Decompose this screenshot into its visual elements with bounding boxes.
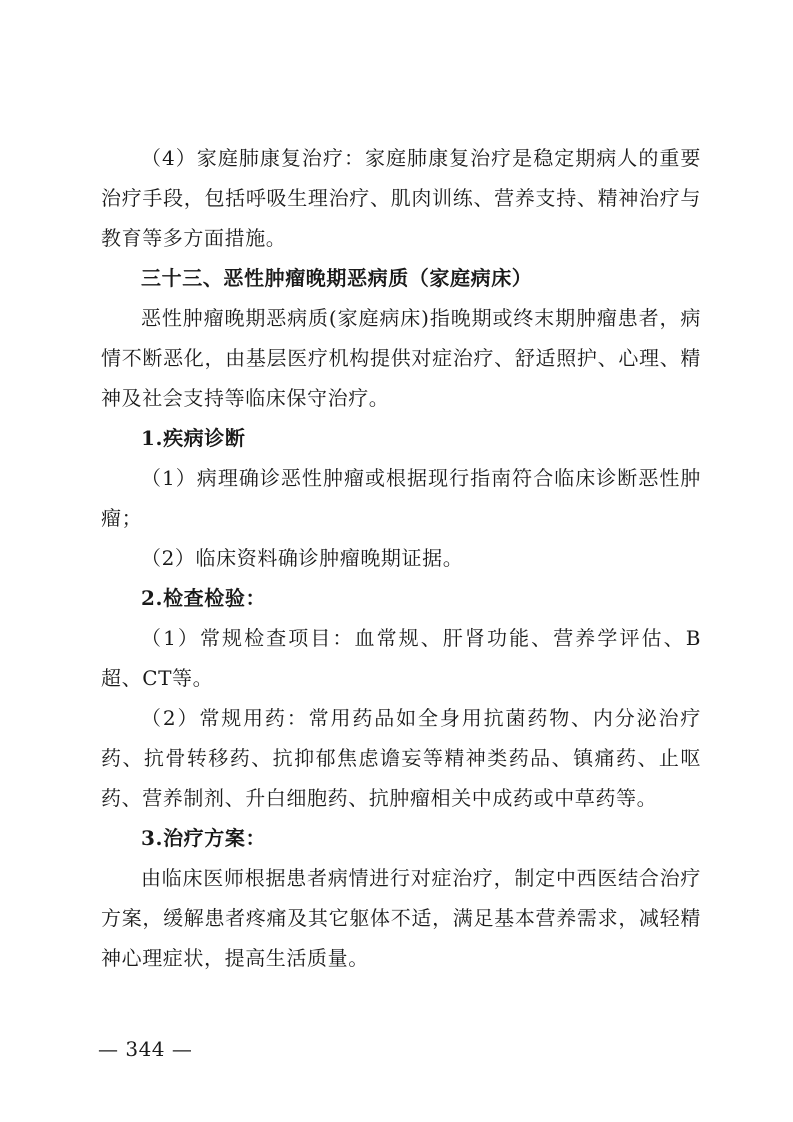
section-heading-33: 三十三、恶性肿瘤晚期恶病质（家庭病床）: [141, 266, 533, 290]
subheading-examination: 2.检查检验：: [141, 586, 267, 610]
paragraph-diagnosis-1: （1）病理确诊恶性肿瘤或根据现行指南符合临床诊断恶性肿瘤；: [101, 466, 701, 530]
page-number: — 344 —: [98, 1037, 193, 1061]
document-body: [101, 138, 701, 978]
paragraph-examination-1: （1）常规检查项目：血常规、肝肾功能、营养学评估、B超、CT等。: [101, 626, 701, 690]
paragraph-treatment: 由临床医师根据患者病情进行对症治疗，制定中西医结合治疗方案，缓解患者疼痛及其它躯体不适，满足基本营养需求，减轻精神心理症状，提高生活质量。: [101, 866, 701, 970]
paragraph-definition: 恶性肿瘤晚期恶病质(家庭病床)指晚期或终末期肿瘤患者，病情不断恶化，由基层医疗机构提供对症治疗、舒适照护、心理、精神及社会支持等临床保守治疗。: [101, 306, 701, 410]
paragraph-medication: （2）常规用药：常用药品如全身用抗菌药物、内分泌治疗药、抗骨转移药、抗抑郁焦虑谵妄等精神类药品、镇痛药、止呕药、营养制剂、升白细胞药、抗肿瘤相关中成药或中草药等。: [101, 706, 701, 810]
paragraph-home-pulmonary-rehab: （4）家庭肺康复治疗：家庭肺康复治疗是稳定期病人的重要治疗手段，包括呼吸生理治疗、肌肉训练、营养支持、精神治疗与教育等多方面措施。: [101, 146, 701, 250]
subheading-treatment: 3.治疗方案：: [141, 826, 267, 850]
subheading-diagnosis: 1.疾病诊断: [141, 426, 246, 450]
paragraph-diagnosis-2: （2）临床资料确诊肿瘤晚期证据。: [141, 546, 464, 570]
